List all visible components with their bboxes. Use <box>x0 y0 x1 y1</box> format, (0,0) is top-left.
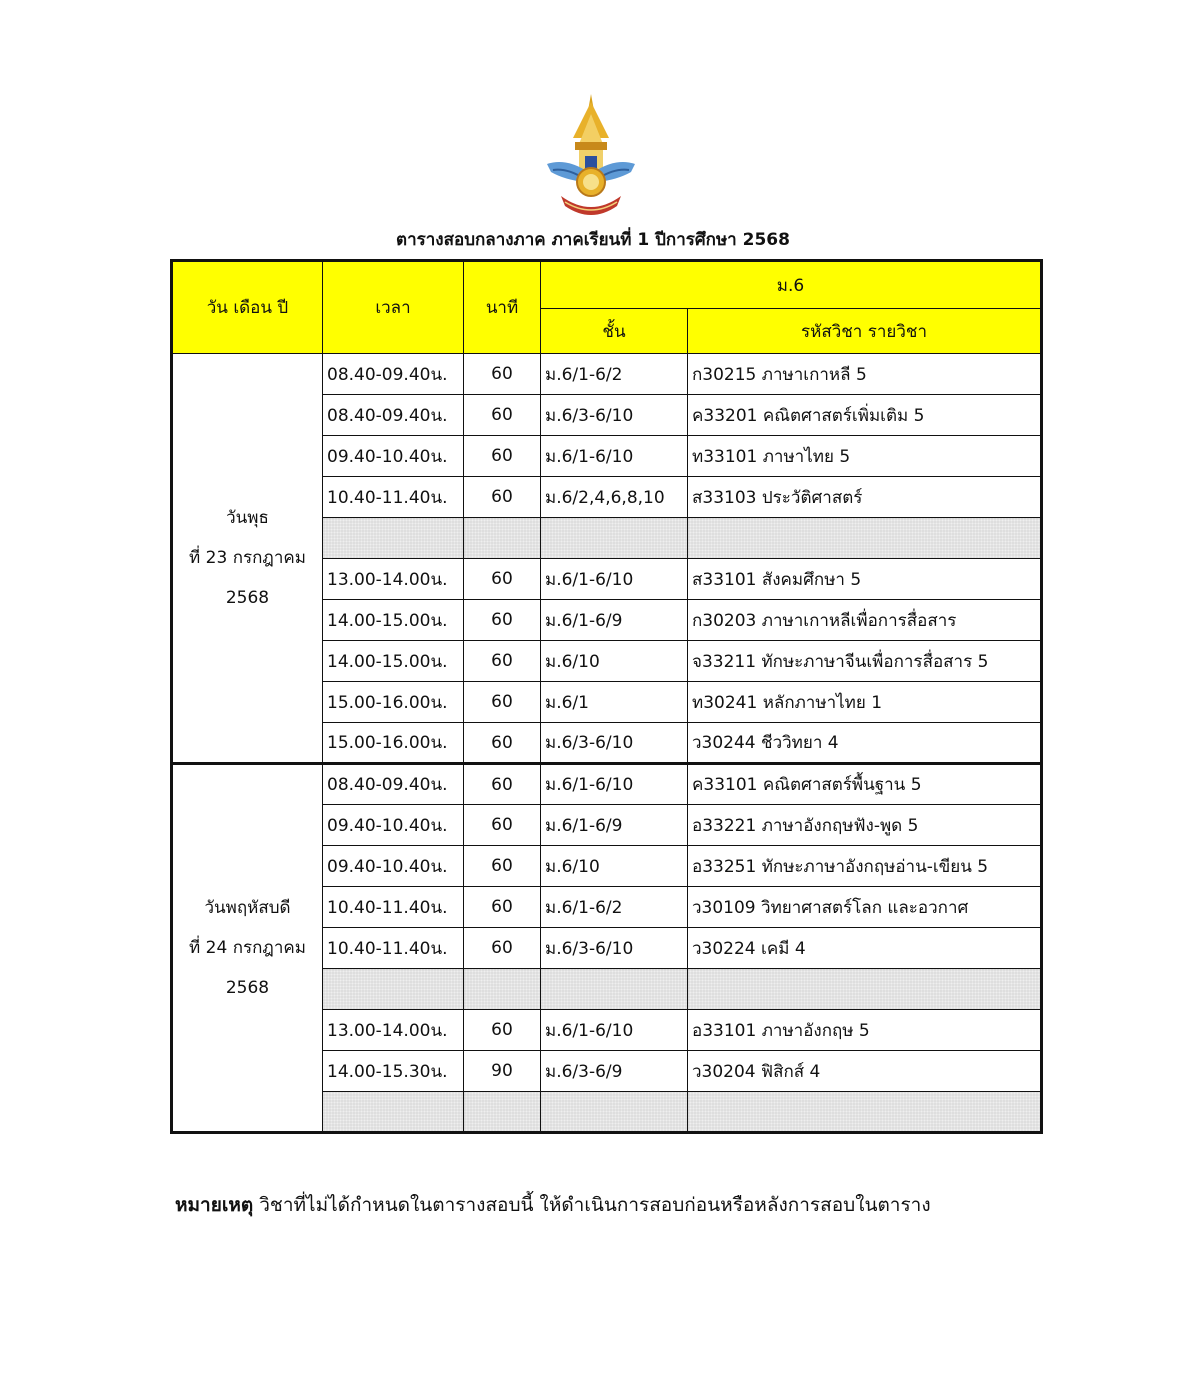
time-cell: 09.40-10.40น. <box>323 436 464 477</box>
footnote-label: หมายเหตุ <box>175 1194 254 1216</box>
minutes-cell: 60 <box>464 723 541 764</box>
minutes-cell: 60 <box>464 436 541 477</box>
exam-day-line: ที่ 24 กรกฎาคม <box>189 938 306 958</box>
subject-cell: อ33101 ภาษาอังกฤษ 5 <box>688 1010 1042 1051</box>
minutes-cell <box>464 1092 541 1133</box>
minutes-cell: 60 <box>464 928 541 969</box>
exam-day-cell <box>172 764 323 1133</box>
minutes-cell: 60 <box>464 764 541 805</box>
subject-cell: อ33251 ทักษะภาษาอังกฤษอ่าน-เขียน 5 <box>688 846 1042 887</box>
exam-schedule-table <box>170 259 1043 1134</box>
subject-cell: ส33103 ประวัติศาสตร์ <box>688 477 1042 518</box>
class-cell <box>541 518 688 559</box>
subject-cell: ค33101 คณิตศาสตร์พื้นฐาน 5 <box>688 764 1042 805</box>
class-cell: ม.6/1-6/10 <box>541 559 688 600</box>
class-cell: ม.6/1 <box>541 682 688 723</box>
class-cell: ม.6/3-6/9 <box>541 1051 688 1092</box>
time-cell: 10.40-11.40น. <box>323 477 464 518</box>
time-cell: 14.00-15.30น. <box>323 1051 464 1092</box>
class-cell: ม.6/1-6/2 <box>541 354 688 395</box>
class-cell: ม.6/10 <box>541 641 688 682</box>
class-cell <box>541 969 688 1010</box>
exam-day-line: 2568 <box>225 588 270 608</box>
footnote <box>175 1190 931 1220</box>
class-cell: ม.6/1-6/10 <box>541 436 688 477</box>
subject-cell: ก30215 ภาษาเกาหลี 5 <box>688 354 1042 395</box>
minutes-cell: 60 <box>464 559 541 600</box>
time-cell <box>323 1092 464 1133</box>
subject-cell: ส33101 สังคมศึกษา 5 <box>688 559 1042 600</box>
exam-day-line: วันพฤหัสบดี <box>204 898 291 918</box>
subject-cell <box>688 518 1042 559</box>
time-cell: 08.40-09.40น. <box>323 354 464 395</box>
minutes-cell: 60 <box>464 395 541 436</box>
header-subject: รหัสวิชา รายวิชา <box>688 309 1042 354</box>
time-cell: 14.00-15.00น. <box>323 600 464 641</box>
minutes-cell: 60 <box>464 805 541 846</box>
subject-cell <box>688 969 1042 1010</box>
time-cell <box>323 518 464 559</box>
minutes-cell: 60 <box>464 682 541 723</box>
subject-cell: จ33211 ทักษะภาษาจีนเพื่อการสื่อสาร 5 <box>688 641 1042 682</box>
minutes-cell: 60 <box>464 641 541 682</box>
class-cell: ม.6/1-6/9 <box>541 805 688 846</box>
class-cell: ม.6/3-6/10 <box>541 723 688 764</box>
subject-cell: ว30204 ฟิสิกส์ 4 <box>688 1051 1042 1092</box>
time-cell: 09.40-10.40น. <box>323 846 464 887</box>
class-cell <box>541 1092 688 1133</box>
school-emblem-icon <box>545 92 637 220</box>
subject-cell <box>688 1092 1042 1133</box>
header-time: เวลา <box>323 261 464 354</box>
header-level: ม.6 <box>541 261 1042 309</box>
time-cell: 15.00-16.00น. <box>323 682 464 723</box>
exam-day-line: 2568 <box>225 978 270 998</box>
class-cell: ม.6/1-6/9 <box>541 600 688 641</box>
subject-cell: ท30241 หลักภาษาไทย 1 <box>688 682 1042 723</box>
minutes-cell <box>464 518 541 559</box>
time-cell: 10.40-11.40น. <box>323 928 464 969</box>
time-cell: 08.40-09.40น. <box>323 764 464 805</box>
minutes-cell: 60 <box>464 846 541 887</box>
time-cell: 09.40-10.40น. <box>323 805 464 846</box>
exam-day-cell <box>172 354 323 764</box>
time-cell: 13.00-14.00น. <box>323 1010 464 1051</box>
minutes-cell: 60 <box>464 600 541 641</box>
subject-cell: ค33201 คณิตศาสตร์เพิ่มเติม 5 <box>688 395 1042 436</box>
time-cell: 15.00-16.00น. <box>323 723 464 764</box>
header-minutes: นาที <box>464 261 541 354</box>
subject-cell: ว30109 วิทยาศาสตร์โลก และอวกาศ <box>688 887 1042 928</box>
subject-cell: ว30224 เคมี 4 <box>688 928 1042 969</box>
exam-day-line: ที่ 23 กรกฎาคม <box>189 548 306 568</box>
minutes-cell: 60 <box>464 887 541 928</box>
subject-cell: ว30244 ชีววิทยา 4 <box>688 723 1042 764</box>
class-cell: ม.6/1-6/2 <box>541 887 688 928</box>
subject-cell: ก30203 ภาษาเกาหลีเพื่อการสื่อสาร <box>688 600 1042 641</box>
class-cell: ม.6/1-6/10 <box>541 764 688 805</box>
table-row <box>172 764 1042 805</box>
time-cell: 10.40-11.40น. <box>323 887 464 928</box>
time-cell: 14.00-15.00น. <box>323 641 464 682</box>
minutes-cell: 60 <box>464 477 541 518</box>
exam-day-line: วันพุธ <box>226 508 269 528</box>
header-class: ชั้น <box>541 309 688 354</box>
subject-cell: อ33221 ภาษาอังกฤษฟัง-พูด 5 <box>688 805 1042 846</box>
table-row <box>172 354 1042 395</box>
minutes-cell: 90 <box>464 1051 541 1092</box>
class-cell: ม.6/10 <box>541 846 688 887</box>
time-cell: 13.00-14.00น. <box>323 559 464 600</box>
minutes-cell: 60 <box>464 1010 541 1051</box>
time-cell: 08.40-09.40น. <box>323 395 464 436</box>
subject-cell: ท33101 ภาษาไทย 5 <box>688 436 1042 477</box>
footnote-text: วิชาที่ไม่ได้กำหนดในตารางสอบนี้ ให้ดำเนินการสอบก่อนหรือหลังการสอบในตาราง <box>253 1194 931 1216</box>
class-cell: ม.6/2,4,6,8,10 <box>541 477 688 518</box>
document-title: ตารางสอบกลางภาค ภาคเรียนที่ 1 ปีการศึกษา 2568 <box>396 230 790 250</box>
minutes-cell: 60 <box>464 354 541 395</box>
class-cell: ม.6/3-6/10 <box>541 928 688 969</box>
time-cell <box>323 969 464 1010</box>
class-cell: ม.6/1-6/10 <box>541 1010 688 1051</box>
minutes-cell <box>464 969 541 1010</box>
header-date: วัน เดือน ปี <box>172 261 323 354</box>
class-cell: ม.6/3-6/10 <box>541 395 688 436</box>
